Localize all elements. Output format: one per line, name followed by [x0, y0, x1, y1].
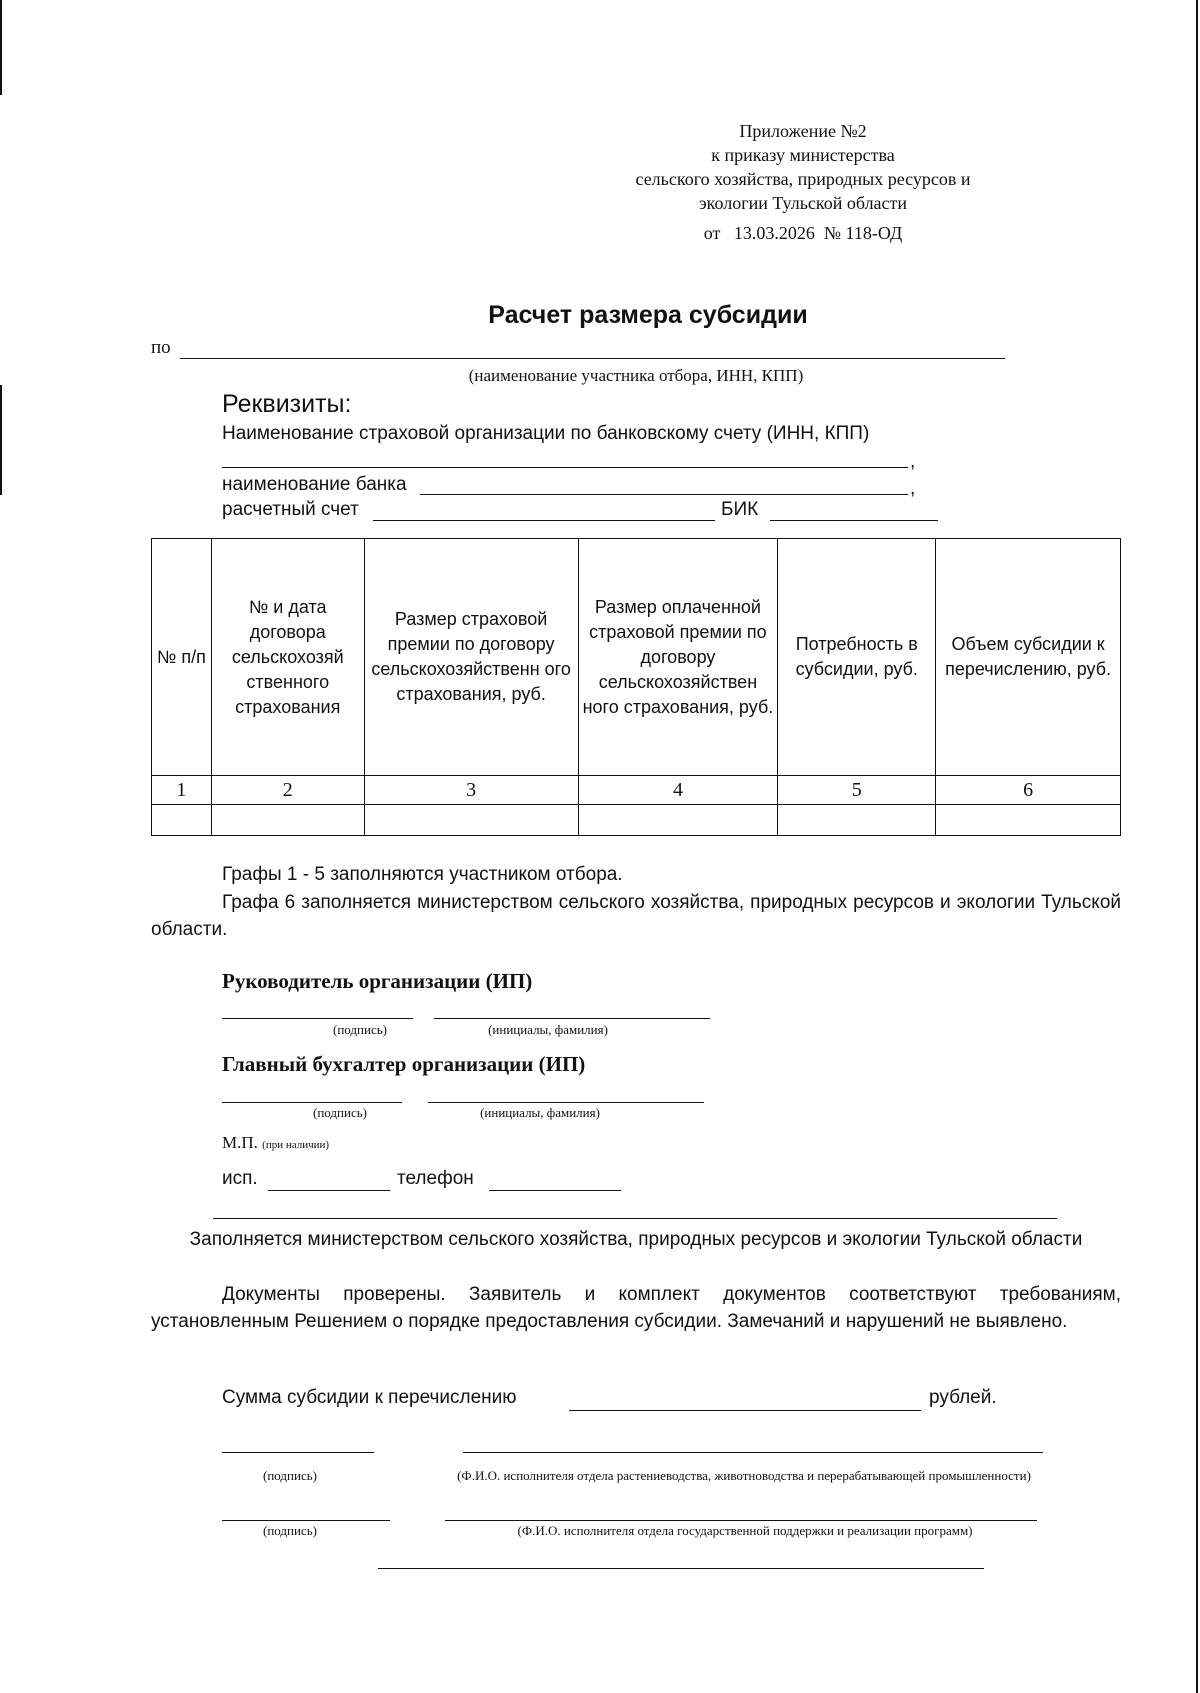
order-date-number: от 13.03.2026 № 118-ОД [703, 223, 903, 243]
ministry-heading: Заполняется министерством сельского хозяйства, природных ресурсов и экологии Тульской области [189, 1229, 1083, 1250]
insurer-field[interactable] [222, 467, 908, 468]
signature-caption: (подпись) [263, 1468, 317, 1483]
table-cell[interactable] [778, 805, 936, 836]
table-row [152, 805, 1121, 836]
comma: , [910, 451, 916, 472]
signature-caption: (подпись) [333, 1022, 387, 1037]
sum-unit: рублей. [929, 1387, 997, 1408]
column-number: 6 [936, 776, 1121, 805]
appendix-number: Приложение №2 [739, 121, 867, 141]
insurer-label: Наименование страховой организации по банковскому счету (ИНН, КПП) [222, 423, 870, 444]
header-cell: Потребность в субсидии, руб. [778, 539, 936, 776]
header-cell: Размер оплаченной страховой премии по договору сельскохозяйствен ного страхования, руб. [578, 539, 778, 776]
bank-label: наименование банка [222, 474, 407, 495]
mp-label: М.П. [222, 1133, 258, 1152]
account-label: расчетный счет [222, 499, 359, 520]
participant-caption: (наименование участника отбора, ИНН, КПП) [468, 366, 804, 385]
header-cell: Размер страховой премии по договору сельскохозяйственн ого страхования, руб. [364, 539, 578, 776]
ministry-check-text: Документы проверены. Заявитель и комплект документов соответствуют требованиям, установленным Решением о порядке предоставления субсидии. Замечаний и нарушений не выявлено. [151, 1284, 1121, 1332]
isp-label: исп. [222, 1168, 258, 1189]
accountant-signature-field[interactable] [222, 1102, 402, 1103]
head-title: Руководитель организации (ИП) [222, 969, 533, 993]
signature-field[interactable] [222, 1520, 390, 1521]
head-signature-field[interactable] [222, 1018, 413, 1019]
requisites-heading: Реквизиты: [222, 390, 352, 418]
sum-label: Сумма субсидии к перечислению [222, 1387, 517, 1408]
appendix-line: сельского хозяйства, природных ресурсов и [635, 169, 971, 189]
column-number: 3 [364, 776, 578, 805]
signature-caption: (подпись) [313, 1105, 367, 1120]
bank-field[interactable] [420, 494, 908, 495]
accountant-title: Главный бухгалтер организации (ИП) [222, 1052, 586, 1076]
appendix-line: к приказу министерства [711, 145, 895, 165]
scan-edge-mark [1196, 0, 1198, 1693]
initials-caption: (инициалы, фамилия) [488, 1022, 608, 1037]
table-cell[interactable] [152, 805, 212, 836]
table-row [152, 776, 1121, 805]
column-number: 5 [778, 776, 936, 805]
bik-field[interactable] [770, 520, 938, 521]
note-column-6: Графа 6 заполняется министерством сельского хозяйства, природных ресурсов и экологии Тульской области. [151, 892, 1121, 940]
bottom-line [378, 1568, 984, 1569]
header-cell: № п/п [152, 539, 212, 776]
note-columns-1-5: Графы 1 - 5 заполняются участником отбора. [222, 864, 623, 885]
column-number: 1 [152, 776, 212, 805]
executor-name-field[interactable] [445, 1520, 1037, 1521]
appendix-line: экологии Тульской области [698, 193, 908, 213]
phone-field[interactable] [489, 1190, 621, 1191]
table-cell[interactable] [578, 805, 778, 836]
bik-label: БИК [721, 499, 759, 520]
table-header-row [152, 539, 1121, 776]
isp-field[interactable] [268, 1190, 390, 1191]
page-title: Расчет размера субсидии [488, 301, 808, 329]
scan-edge-mark [0, 0, 2, 95]
sum-field[interactable] [569, 1410, 921, 1411]
initials-caption: (инициалы, фамилия) [480, 1105, 600, 1120]
signature-field[interactable] [222, 1452, 374, 1453]
section-divider [213, 1218, 1057, 1219]
signature-caption: (подпись) [263, 1523, 317, 1538]
scan-edge-mark [0, 385, 2, 495]
column-number: 2 [211, 776, 364, 805]
executor-name-field[interactable] [463, 1452, 1043, 1453]
header-cell: № и дата договора сельскохозяй ственного страхования [211, 539, 364, 776]
comma: , [910, 478, 916, 499]
head-name-field[interactable] [434, 1018, 710, 1019]
executor1-caption: (Ф.И.О. исполнителя отдела растениеводства, животноводства и перерабатывающей промышленности) [457, 1468, 1031, 1483]
po-label: по [151, 337, 171, 358]
mp-note: (при наличии) [262, 1139, 330, 1151]
executor2-caption: (Ф.И.О. исполнителя отдела государственной поддержки и реализации программ) [517, 1523, 973, 1538]
account-field[interactable] [373, 520, 715, 521]
table-cell[interactable] [364, 805, 578, 836]
subsidy-table [151, 538, 1121, 836]
header-cell: Объем субсидии к перечислению, руб. [936, 539, 1121, 776]
table-cell[interactable] [936, 805, 1121, 836]
phone-label: телефон [397, 1168, 474, 1189]
stamp-label [222, 1133, 329, 1153]
participant-name-field[interactable] [180, 358, 1005, 359]
column-number: 4 [578, 776, 778, 805]
table-cell[interactable] [211, 805, 364, 836]
accountant-name-field[interactable] [428, 1102, 704, 1103]
